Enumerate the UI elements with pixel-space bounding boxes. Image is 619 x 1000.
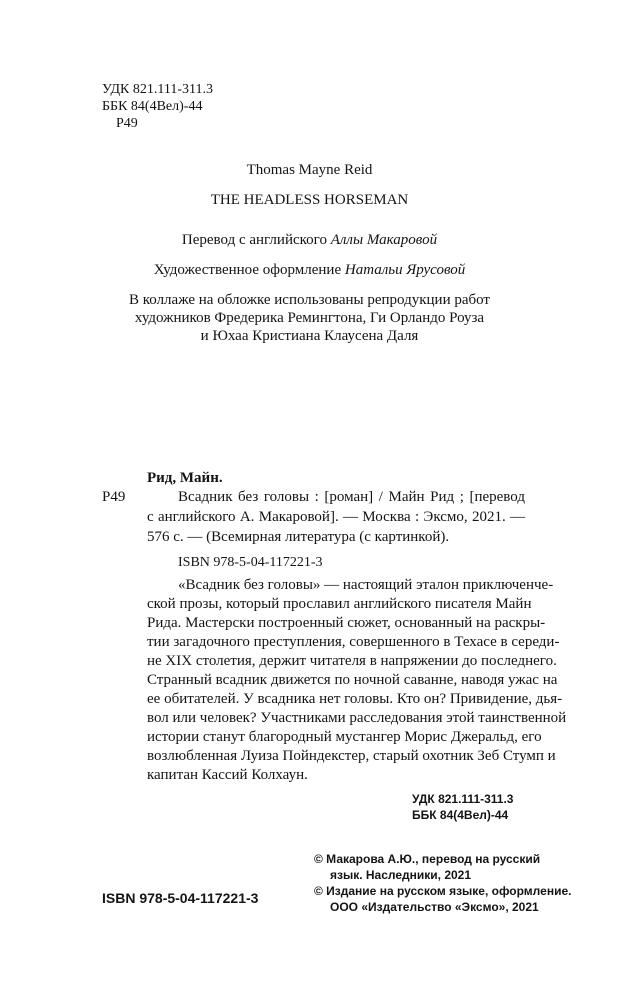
designer-name: Натальи Ярусовой <box>344 262 466 278</box>
annotation-line-2: ской прозы, который прославил английского писателя Майн <box>147 596 532 612</box>
annotation-line-9: истории станут благородный мустангер Морис Джеральд, его <box>147 729 542 745</box>
author-mark: Р49 <box>116 116 138 131</box>
translation-prefix: Перевод с английского <box>181 232 331 248</box>
bottom-isbn: ISBN 978-5-04-117221-3 <box>102 890 259 906</box>
bbk-code: ББК 84(4Вел)-44 <box>102 99 203 114</box>
collage-line-3: и Юхаа Кристиана Клаусена Даля <box>200 328 419 344</box>
catalog-mark: Р49 <box>102 489 126 505</box>
translation-credit <box>0 232 619 249</box>
annotation-line-10: возлюбленная Луиза Пойндекстер, старый охотник Зеб Стумп и <box>147 748 556 764</box>
design-prefix: Художественное оформление <box>153 262 345 278</box>
catalog-heading: Рид, Майн. <box>147 470 223 486</box>
annotation-line-6: Странный всадник движется по ночной саванне, наводя ужас на <box>147 672 558 688</box>
collage-line-2: художников Фредерика Ремингтона, Ги Орландо Роуза <box>134 310 485 326</box>
copyright-line-1: © Макарова А.Ю., перевод на русский <box>314 852 541 866</box>
footer-bbk-code: ББК 84(4Вел)-44 <box>412 808 509 822</box>
annotation-line-11: капитан Кассий Колхаун. <box>147 767 308 783</box>
annotation-line-5: не XIX столетия, держит читателя в напряжении до последнего. <box>147 653 557 669</box>
collage-line-1: В коллаже на обложке использованы репродукции работ <box>128 292 490 308</box>
annotation-line-3: Рида. Мастерски построенный сюжет, основанный на раскры- <box>147 615 546 631</box>
catalog-entry-line-3: 576 с. — (Всемирная литература (с картинкой). <box>147 529 450 545</box>
annotation-line-8: вол или человек? Участниками расследования этой таинственной <box>147 710 567 726</box>
copyright-line-3: © Издание на русском языке, оформление. <box>314 884 572 898</box>
annotation-line-4: тии загадочного преступления, совершенного в Техасе в середи- <box>147 634 560 650</box>
design-credit <box>0 262 619 279</box>
copyright-line-4: ООО «Издательство «Эксмо», 2021 <box>330 900 539 914</box>
original-title: THE HEADLESS HORSEMAN <box>210 192 409 208</box>
udk-code: УДК 821.111-311.3 <box>102 82 213 97</box>
annotation-line-7: ее обитателей. У всадника нет головы. Кто он? Привидение, дья- <box>147 691 563 707</box>
translator-name: Аллы Макаровой <box>330 232 438 248</box>
annotation-line-1: «Всадник без головы» — настоящий эталон приключенче- <box>178 577 554 593</box>
catalog-isbn: ISBN 978-5-04-117221-3 <box>178 555 323 570</box>
footer-udk-code: УДК 821.111-311.3 <box>412 792 514 806</box>
original-author: Thomas Mayne Reid <box>246 162 373 178</box>
catalog-entry-line-2: с английского А. Макаровой]. — Москва : Эксмо, 2021. — <box>147 509 525 525</box>
catalog-entry-line-1: Всадник без головы : [роман] / Майн Рид ; [перевод <box>178 489 525 505</box>
copyright-line-2: язык. Наследники, 2021 <box>330 868 472 882</box>
